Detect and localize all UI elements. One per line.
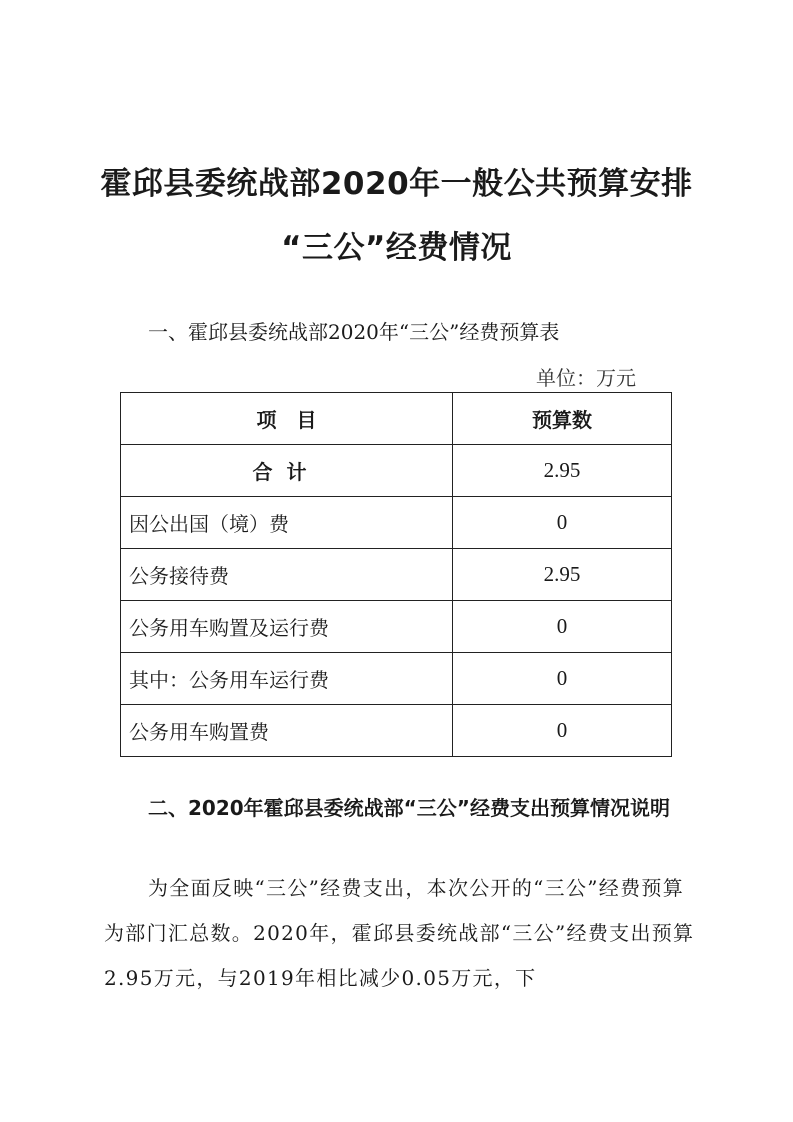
table-row [121, 497, 672, 549]
section-2-heading: 二、2020年霍邱县委统战部“三公”经费支出预算情况说明 [148, 796, 670, 820]
table-row [121, 601, 672, 653]
table-row [121, 705, 672, 757]
row-item: 公务用车购置费 [121, 705, 453, 757]
row-item: 其中：公务用车运行费 [121, 653, 453, 705]
total-value: 2.95 [453, 445, 672, 497]
header-item: 项 目 [121, 393, 453, 445]
row-item: 公务用车购置及运行费 [121, 601, 453, 653]
unit-label: 单位：万元 [536, 366, 636, 390]
row-value: 0 [453, 601, 672, 653]
total-label: 合计 [121, 445, 453, 497]
section-1-heading: 一、霍邱县委统战部2020年“三公”经费预算表 [148, 320, 560, 344]
header-budget: 预算数 [453, 393, 672, 445]
row-item: 因公出国（境）费 [121, 497, 453, 549]
row-value: 0 [453, 705, 672, 757]
row-value: 2.95 [453, 549, 672, 601]
body-paragraph: 为全面反映“三公”经费支出，本次公开的“三公”经费预算为部门汇总数。2020年，霍邱县委统战部“三公”经费支出预算2.95万元，与2019年相比减少0.05万元，下 [104, 876, 695, 990]
budget-table [120, 392, 672, 757]
row-value: 0 [453, 653, 672, 705]
row-item: 公务接待费 [121, 549, 453, 601]
table-row [121, 549, 672, 601]
table-header-row [121, 393, 672, 445]
table-row [121, 653, 672, 705]
document-title-line-1: 霍邱县委统战部2020年一般公共预算安排 [100, 166, 693, 202]
row-value: 0 [453, 497, 672, 549]
document-title-line-2: “三公”经费情况 [281, 230, 512, 266]
table-total-row [121, 445, 672, 497]
